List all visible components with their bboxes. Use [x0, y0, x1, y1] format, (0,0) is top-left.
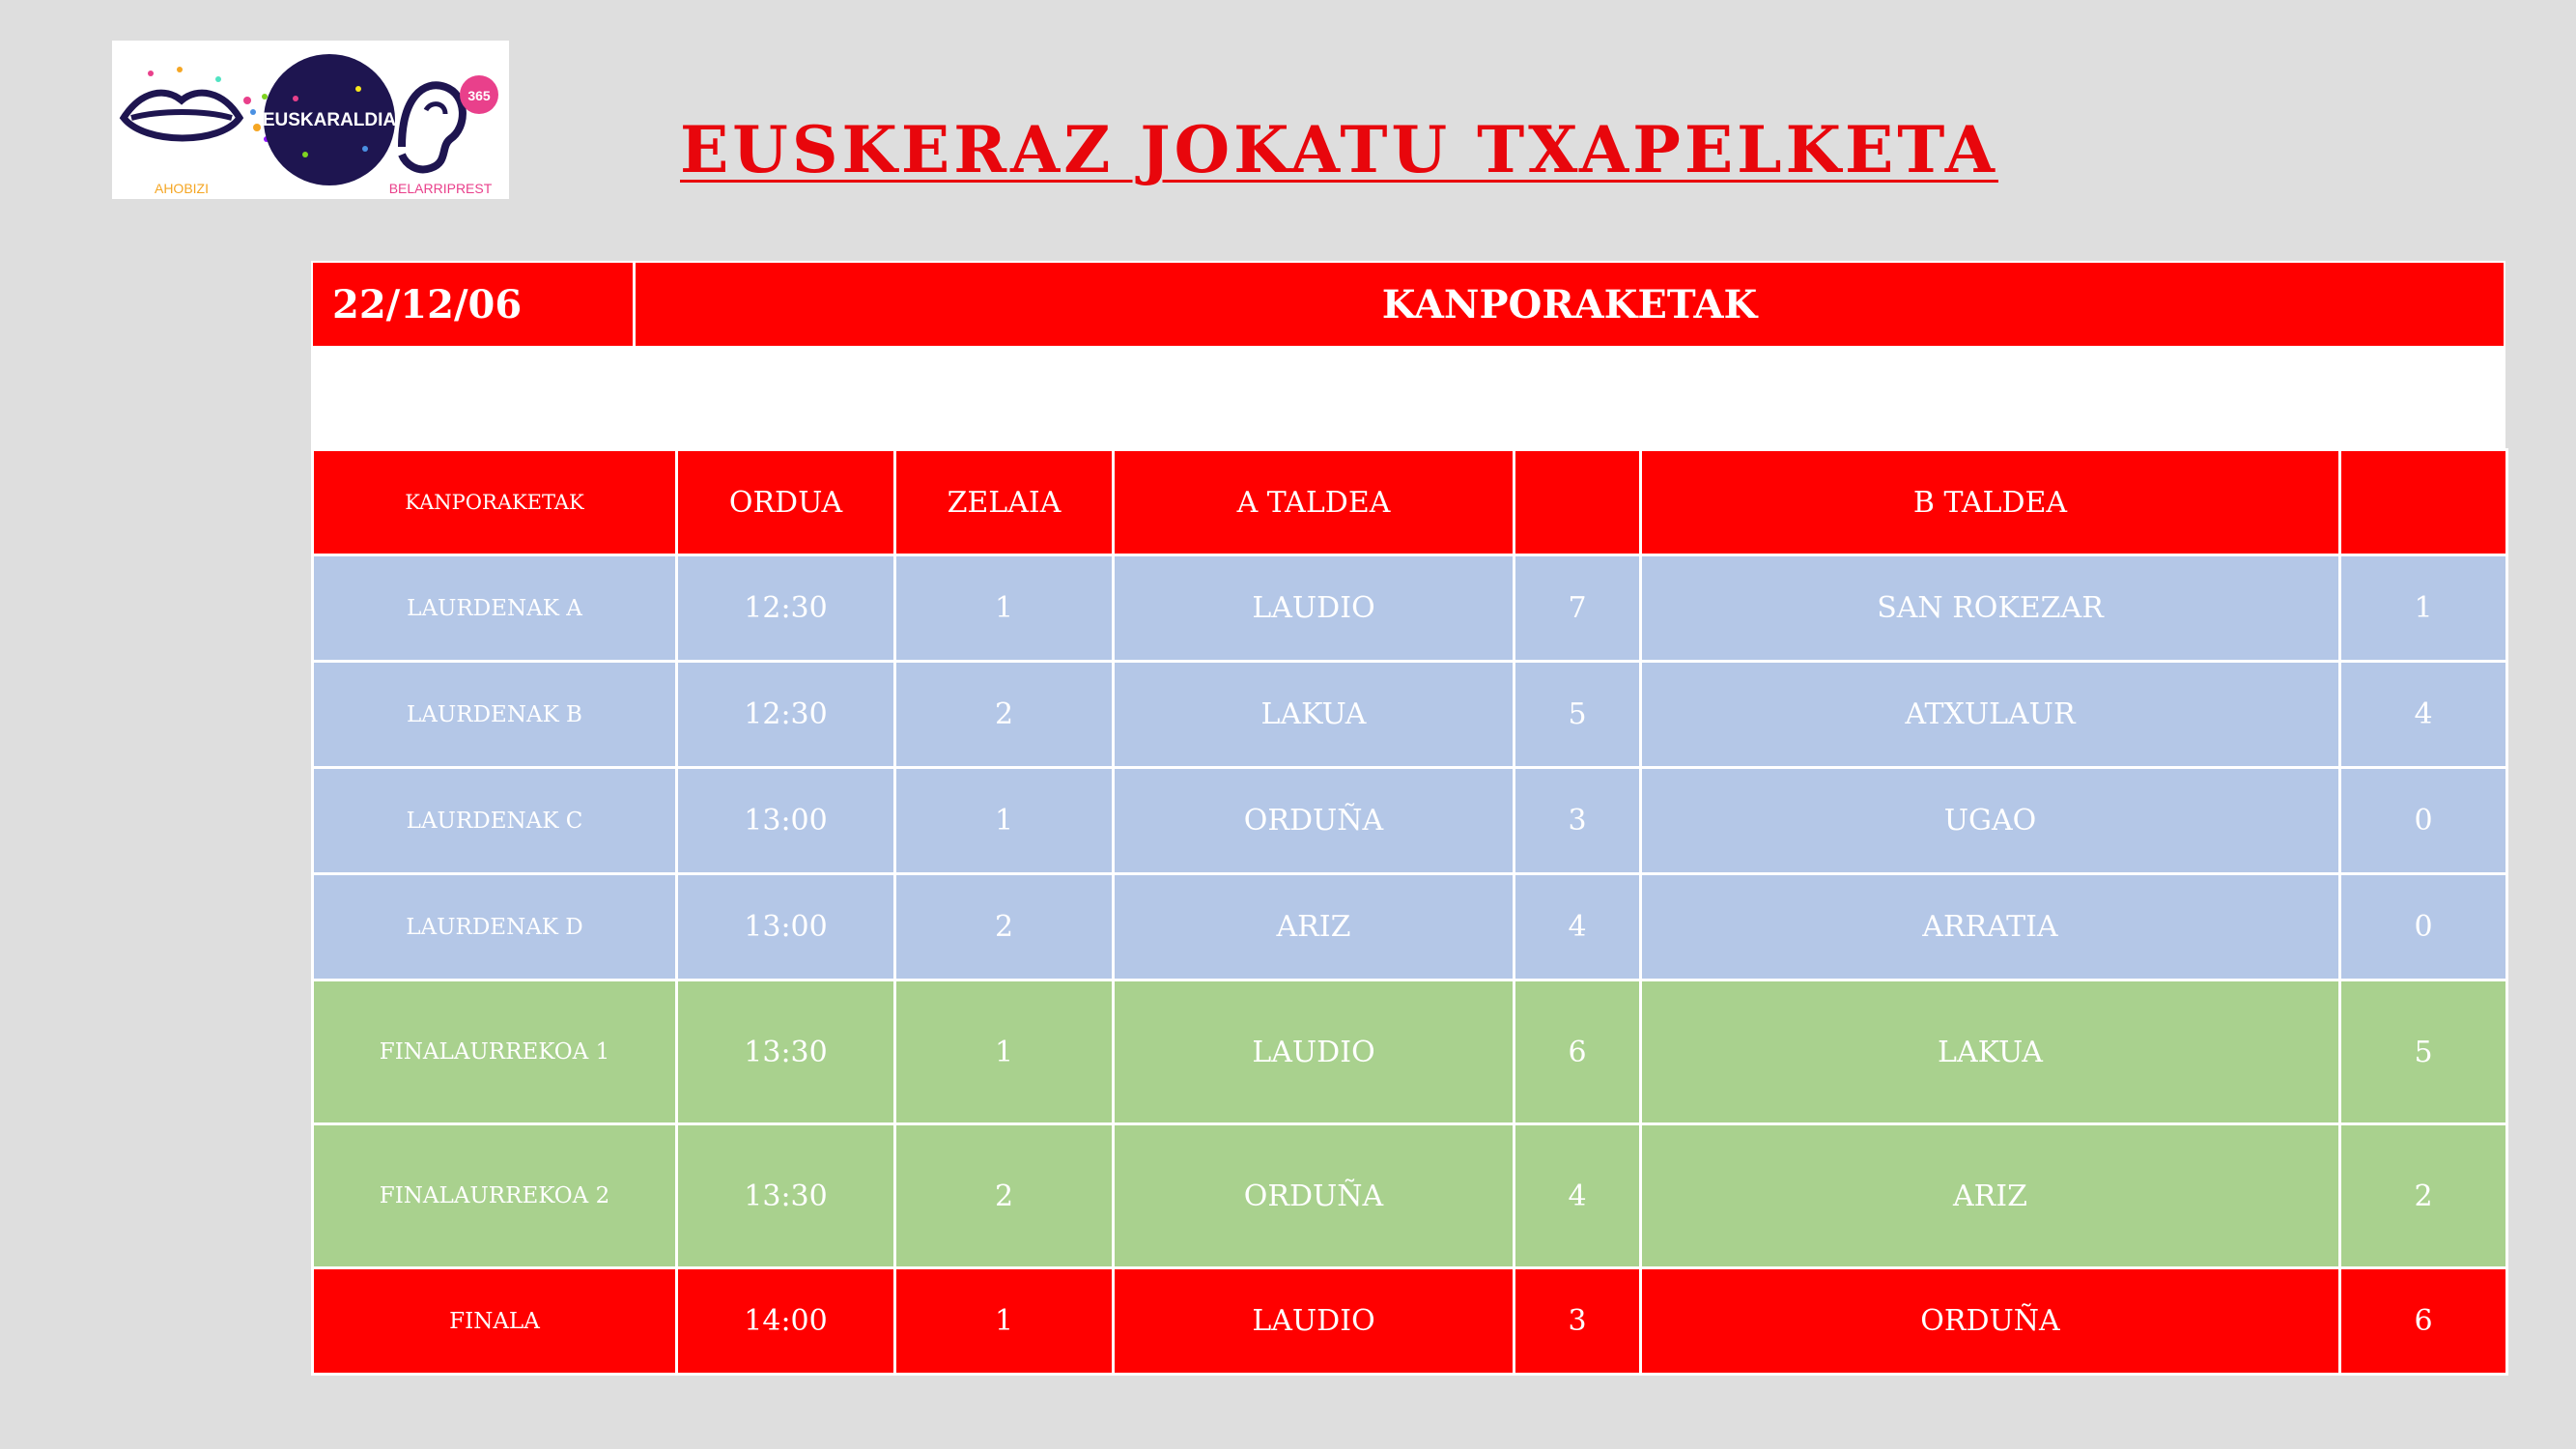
- score-b-cell: 5: [2340, 980, 2507, 1124]
- section-title: KANPORAKETAK: [1381, 281, 1758, 327]
- score-a-cell: 7: [1514, 555, 1641, 662]
- score-b-cell: 1: [2340, 555, 2507, 662]
- field-cell: 2: [895, 1124, 1114, 1268]
- col-field-header: ZELAIA: [895, 450, 1114, 555]
- euskaraldia-logo: [112, 41, 509, 199]
- table-row: [313, 980, 2507, 1124]
- col-team-b-header: B TALDEA: [1641, 450, 2340, 555]
- col-score-a-header: [1514, 450, 1641, 555]
- field-cell: 1: [895, 555, 1114, 662]
- team-b-cell: SAN ROKEZAR: [1641, 555, 2340, 662]
- time-cell: 13:30: [677, 1124, 895, 1268]
- logo-badge-text: 365: [467, 88, 491, 103]
- stage-cell: LAURDENAK B: [313, 662, 677, 768]
- stage-cell: FINALAURREKOA 1: [313, 980, 677, 1124]
- team-a-cell: ORDUÑA: [1114, 1124, 1514, 1268]
- team-b-cell: UGAO: [1641, 768, 2340, 874]
- stage-cell: FINALA: [313, 1268, 677, 1375]
- score-a-cell: 3: [1514, 1268, 1641, 1375]
- table-row: [313, 874, 2507, 980]
- event-date: 22/12/06: [313, 263, 636, 346]
- time-cell: 13:00: [677, 874, 895, 980]
- team-a-cell: LAUDIO: [1114, 980, 1514, 1124]
- page-title: EUSKERAZ JOKATU TXAPELKETA: [680, 112, 1998, 187]
- score-a-cell: 4: [1514, 1124, 1641, 1268]
- stage-cell: LAURDENAK A: [313, 555, 677, 662]
- field-cell: 2: [895, 662, 1114, 768]
- table-row: [313, 1124, 2507, 1268]
- logo-right-text: BELARRIPREST: [388, 181, 493, 196]
- time-cell: 13:00: [677, 768, 895, 874]
- board-header: [311, 261, 2505, 348]
- team-a-cell: ORDUÑA: [1114, 768, 1514, 874]
- score-b-cell: 0: [2340, 768, 2507, 874]
- team-a-cell: LAUDIO: [1114, 555, 1514, 662]
- results-board: [311, 261, 2505, 1376]
- logo-left-text: AHOBIZI: [154, 181, 210, 196]
- field-cell: 1: [895, 980, 1114, 1124]
- time-cell: 12:30: [677, 662, 895, 768]
- logo-graphic: [112, 41, 509, 199]
- score-a-cell: 3: [1514, 768, 1641, 874]
- col-team-a-header: A TALDEA: [1114, 450, 1514, 555]
- stage-cell: FINALAURREKOA 2: [313, 1124, 677, 1268]
- table-row: [313, 555, 2507, 662]
- time-cell: 14:00: [677, 1268, 895, 1375]
- table-row: [313, 1268, 2507, 1375]
- time-cell: 12:30: [677, 555, 895, 662]
- team-b-cell: ARRATIA: [1641, 874, 2340, 980]
- team-b-cell: LAKUA: [1641, 980, 2340, 1124]
- team-a-cell: LAUDIO: [1114, 1268, 1514, 1375]
- stage-cell: LAURDENAK C: [313, 768, 677, 874]
- logo-center-text: EUSKARALDIA: [262, 110, 397, 130]
- table-row: [313, 662, 2507, 768]
- score-b-cell: 2: [2340, 1124, 2507, 1268]
- team-b-cell: ATXULAUR: [1641, 662, 2340, 768]
- score-b-cell: 4: [2340, 662, 2507, 768]
- time-cell: 13:30: [677, 980, 895, 1124]
- team-a-cell: ARIZ: [1114, 874, 1514, 980]
- field-cell: 1: [895, 1268, 1114, 1375]
- score-b-cell: 0: [2340, 874, 2507, 980]
- table-header-row: [313, 450, 2507, 555]
- score-a-cell: 4: [1514, 874, 1641, 980]
- col-stage-header: KANPORAKETAK: [313, 450, 677, 555]
- results-table: [311, 448, 2508, 1376]
- score-a-cell: 6: [1514, 980, 1641, 1124]
- stage-cell: LAURDENAK D: [313, 874, 677, 980]
- blank-band: [311, 348, 2505, 448]
- table-row: [313, 768, 2507, 874]
- table-body: [313, 555, 2507, 1375]
- field-cell: 1: [895, 768, 1114, 874]
- team-b-cell: ARIZ: [1641, 1124, 2340, 1268]
- col-time-header: ORDUA: [677, 450, 895, 555]
- col-score-b-header: [2340, 450, 2507, 555]
- team-b-cell: ORDUÑA: [1641, 1268, 2340, 1375]
- score-a-cell: 5: [1514, 662, 1641, 768]
- field-cell: 2: [895, 874, 1114, 980]
- team-a-cell: LAKUA: [1114, 662, 1514, 768]
- score-b-cell: 6: [2340, 1268, 2507, 1375]
